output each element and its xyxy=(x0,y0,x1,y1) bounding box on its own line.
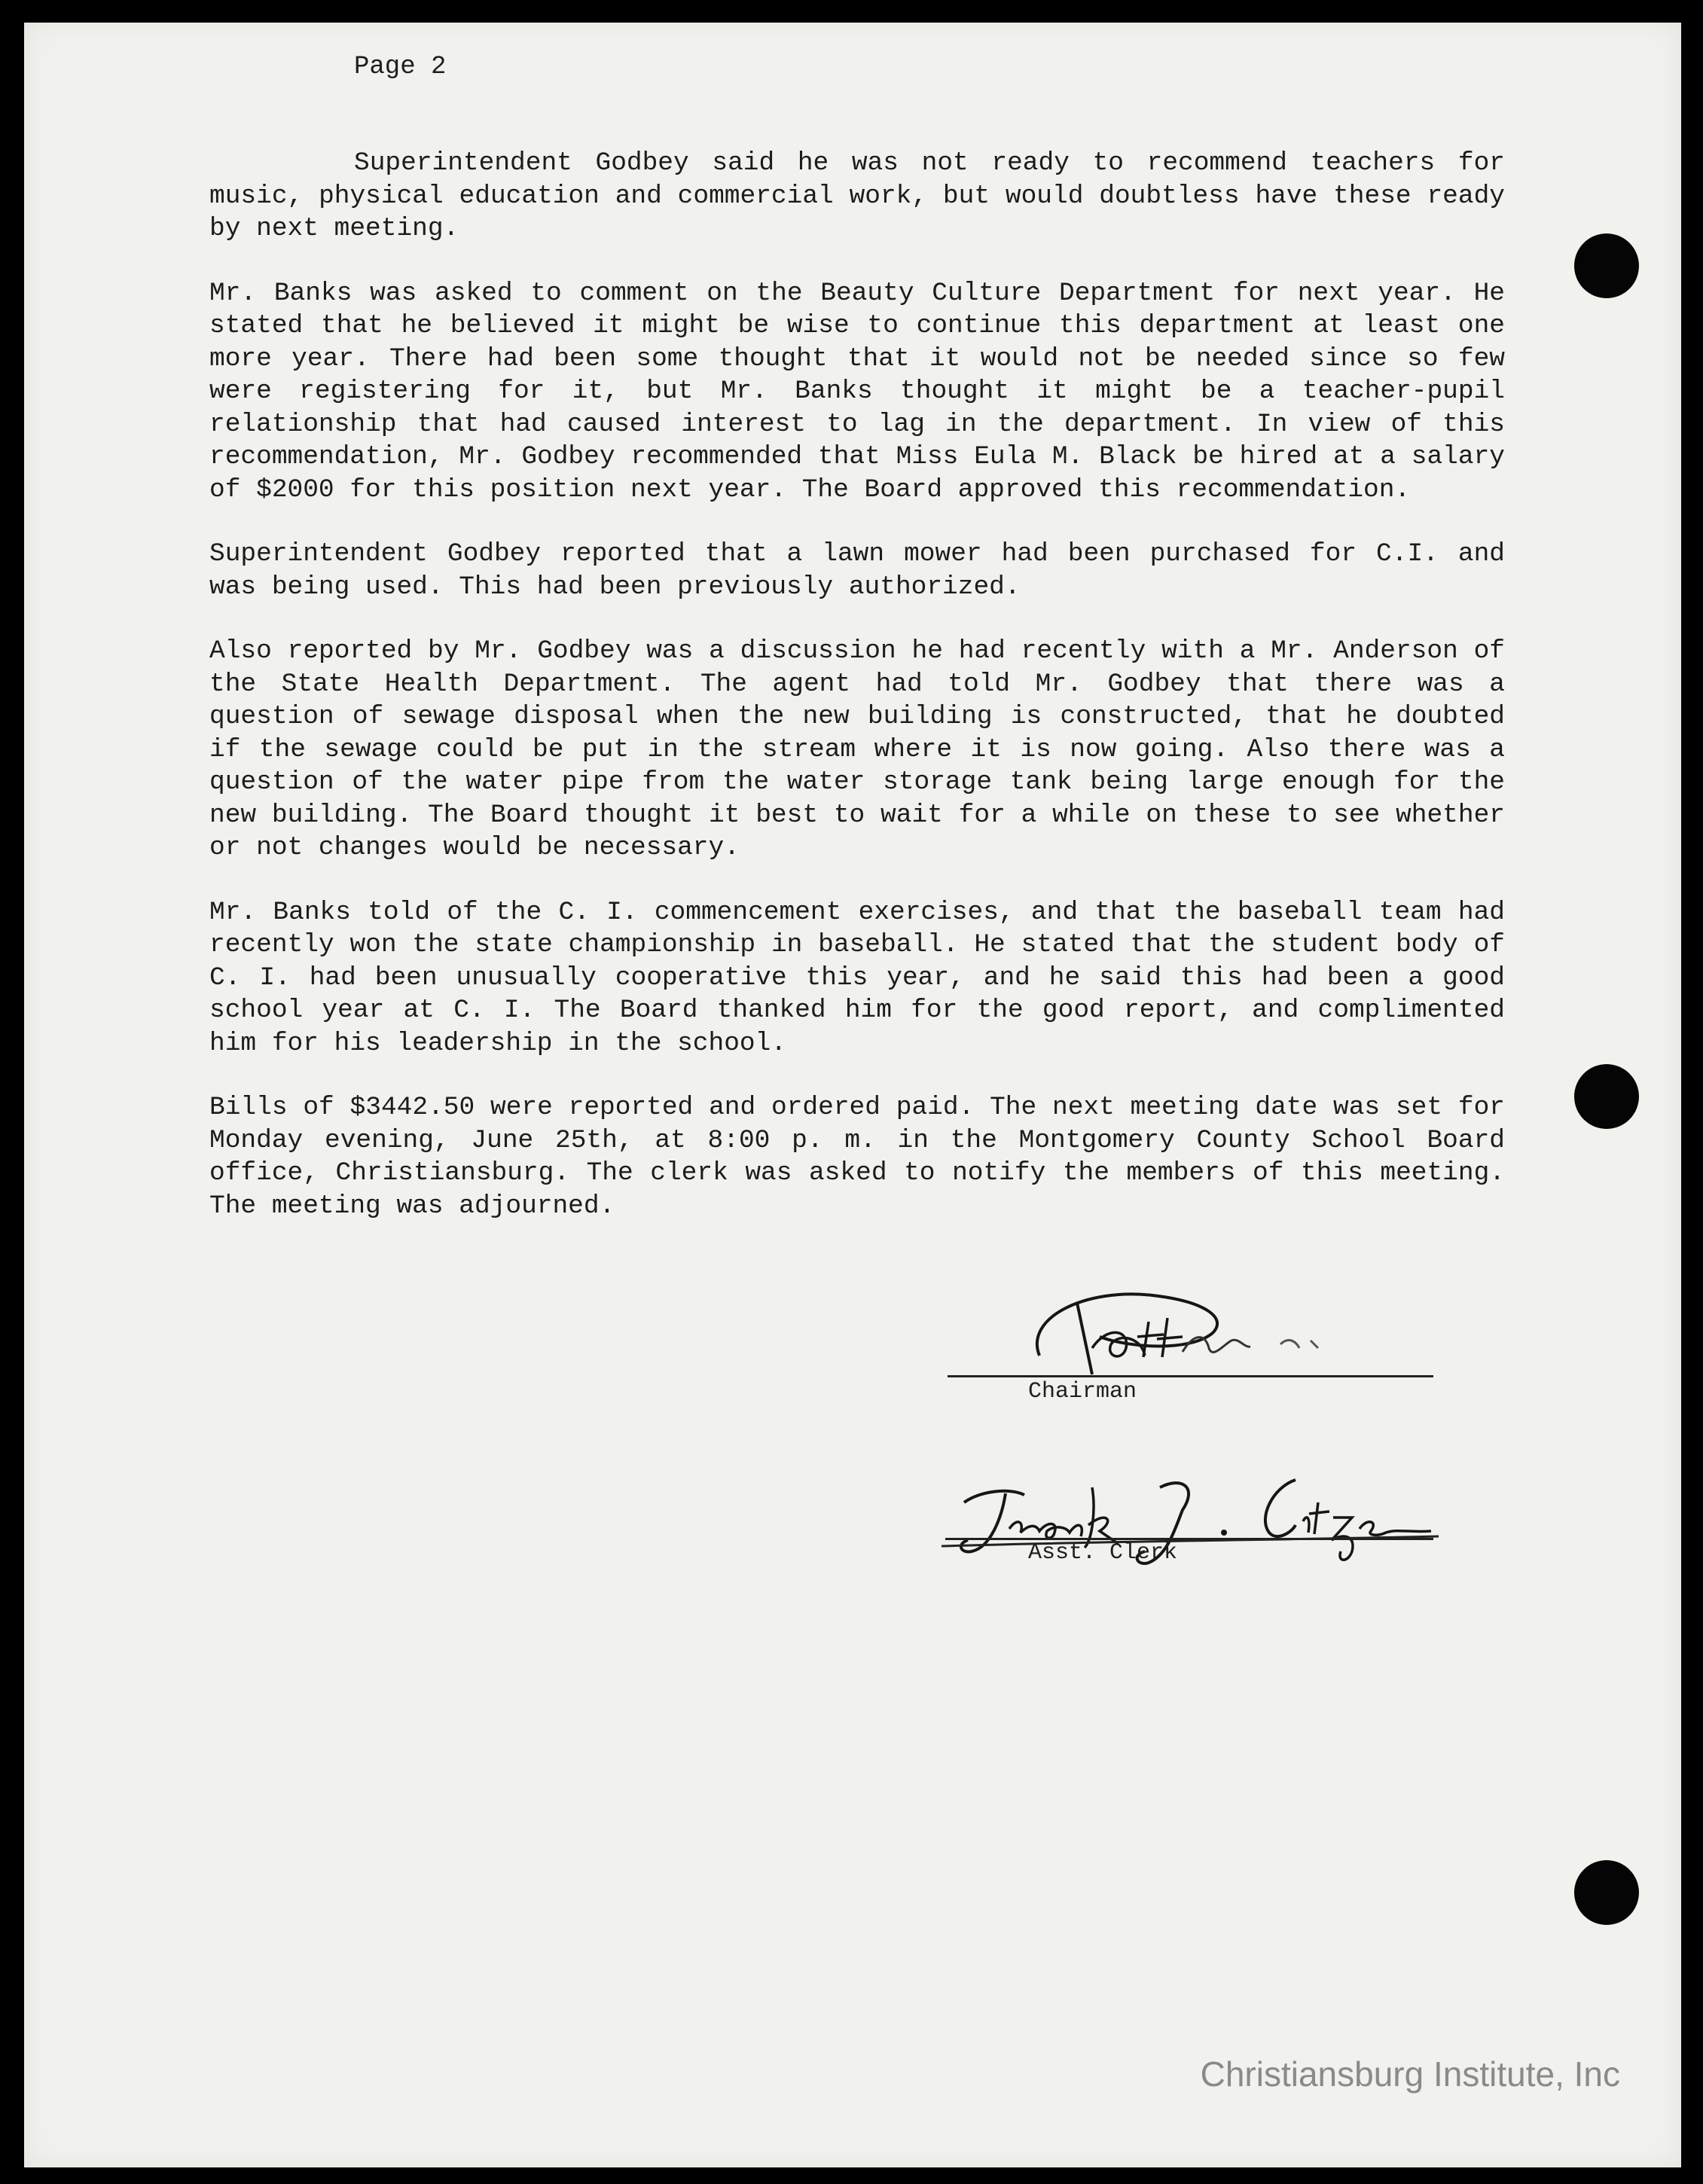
binder-hole-bottom xyxy=(1574,1860,1639,1925)
chairman-signature xyxy=(979,1273,1401,1386)
chairman-signature-line xyxy=(948,1375,1433,1377)
paragraph-sewage: Also reported by Mr. Godbey was a discussion he had recently with a Mr. Anderson of the State Health Department. The agent had told Mr. Godbey that there was a question of sewage disposal when the new building is constructed, that he doubted if the sewage could be put in the stream where it is now going. Also there was a question of the water pipe from the water storage tank being large enough for the new building. The Board thought it best to wait for a while on these to see whether or not changes would be necessary. xyxy=(209,636,1505,862)
paragraph-beauty-culture: Mr. Banks was asked to comment on the Beauty Culture Department for next year. He stated that he believed it might be wise to continue this department at least one more year. There had been some thought that it would not be needed since so few were registering for it, but Mr. Banks thought it might be a teacher-pupil relationship that had caused interest to lag in the department. In view of this recommendation, Mr. Godbey recommended that Miss Eula M. Black be hired at a salary of $2000 for this position next year. The Board approved this recommendation. xyxy=(209,278,1505,505)
clerk-signature-line xyxy=(945,1538,1433,1540)
clerk-signature xyxy=(934,1457,1446,1570)
watermark: Christiansburg Institute, Inc xyxy=(1200,2054,1620,2094)
page-number: Page 2 xyxy=(354,53,447,81)
paragraph-bills: Bills of $3442.50 were reported and ordered paid. The next meeting date was set for Monday evening, June 25th, at 8:00 p. m. in the Montgomery County School Board office, Christiansburg. The clerk was asked to notify the members of this meeting. The meeting was adjourned. xyxy=(209,1093,1505,1221)
minutes-body xyxy=(209,147,1505,1254)
binder-hole-middle xyxy=(1574,1064,1639,1129)
paragraph-teachers: Superintendent Godbey said he was not ready to recommend teachers for music, physical education and commercial work, but would doubtless have these ready by next meeting. xyxy=(209,148,1505,243)
binder-hole-top xyxy=(1574,233,1639,298)
paragraph-commencement: Mr. Banks told of the C. I. commencement exercises, and that the baseball team had recently won the state championship in baseball. He stated that the student body of C. I. had been unusually cooperative this year, and he said this had been a good school year at C. I. The Board thanked him for the good report, and complimented him for his leadership in the school. xyxy=(209,897,1505,1058)
chairman-label: Chairman xyxy=(1028,1379,1137,1405)
paragraph-lawn-mower: Superintendent Godbey reported that a lawn mower had been purchased for C.I. and was being used. This had been previously authorized. xyxy=(209,539,1505,602)
clerk-label: Asst. Clerk xyxy=(1028,1540,1178,1566)
